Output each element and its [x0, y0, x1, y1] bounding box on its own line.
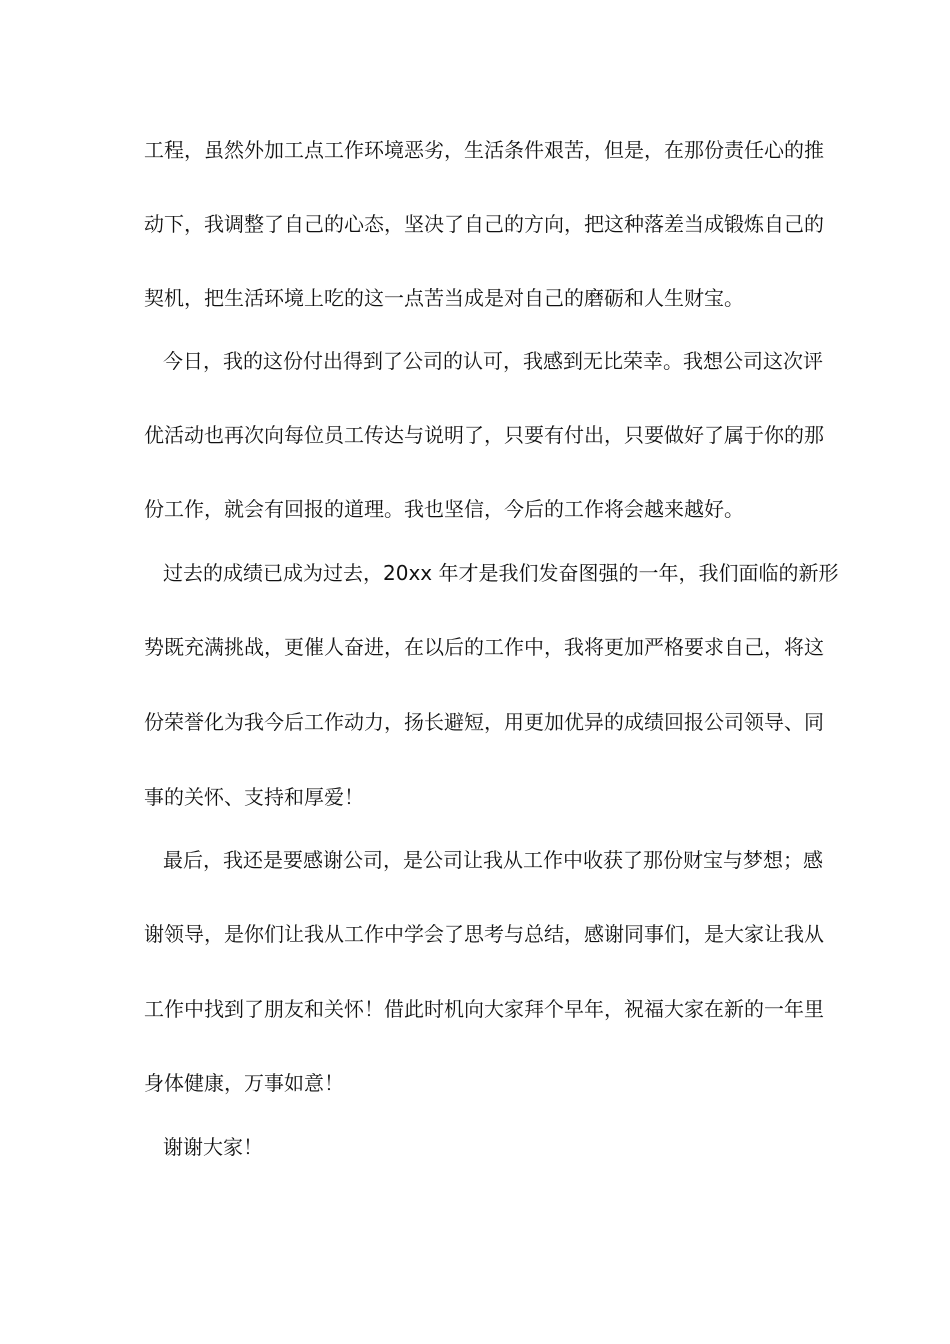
paragraph-line: 最后，我还是要感谢公司，是公司让我从工作中收获了那份财宝与梦想；感 — [163, 848, 823, 872]
paragraph-line: 过去的成绩已成为过去，20xx 年才是我们发奋图强的一年，我们面临的新形 — [163, 561, 839, 585]
paragraph-line: 工程，虽然外加工点工作环境恶劣，生活条件艰苦，但是，在那份责任心的推 — [144, 138, 824, 162]
paragraph-line: 契机，把生活环境上吃的这一点苦当成是对自己的磨砺和人生财宝。 — [144, 286, 744, 310]
paragraph-line: 工作中找到了朋友和关怀！借此时机向大家拜个早年，祝福大家在新的一年里 — [144, 997, 824, 1021]
paragraph-line: 事的关怀、支持和厚爱！ — [144, 785, 364, 809]
paragraph-line: 身体健康，万事如意！ — [144, 1071, 344, 1095]
closing-line: 谢谢大家！ — [163, 1135, 263, 1159]
paragraph-line: 势既充满挑战，更催人奋进，在以后的工作中，我将更加严格要求自己，将这 — [144, 635, 824, 659]
paragraph-line: 今日，我的这份付出得到了公司的认可，我感到无比荣幸。我想公司这次评 — [163, 349, 823, 373]
paragraph-line: 优活动也再次向每位员工传达与说明了，只要有付出，只要做好了属于你的那 — [144, 423, 824, 447]
paragraph-line: 谢领导，是你们让我从工作中学会了思考与总结，感谢同事们，是大家让我从 — [144, 922, 824, 946]
paragraph-line: 动下，我调整了自己的心态，坚决了自己的方向，把这种落差当成锻炼自己的 — [144, 212, 824, 236]
paragraph-line: 份荣誉化为我今后工作动力，扬长避短，用更加优异的成绩回报公司领导、同 — [144, 710, 824, 734]
paragraph-line: 份工作，就会有回报的道理。我也坚信，今后的工作将会越来越好。 — [144, 497, 744, 521]
